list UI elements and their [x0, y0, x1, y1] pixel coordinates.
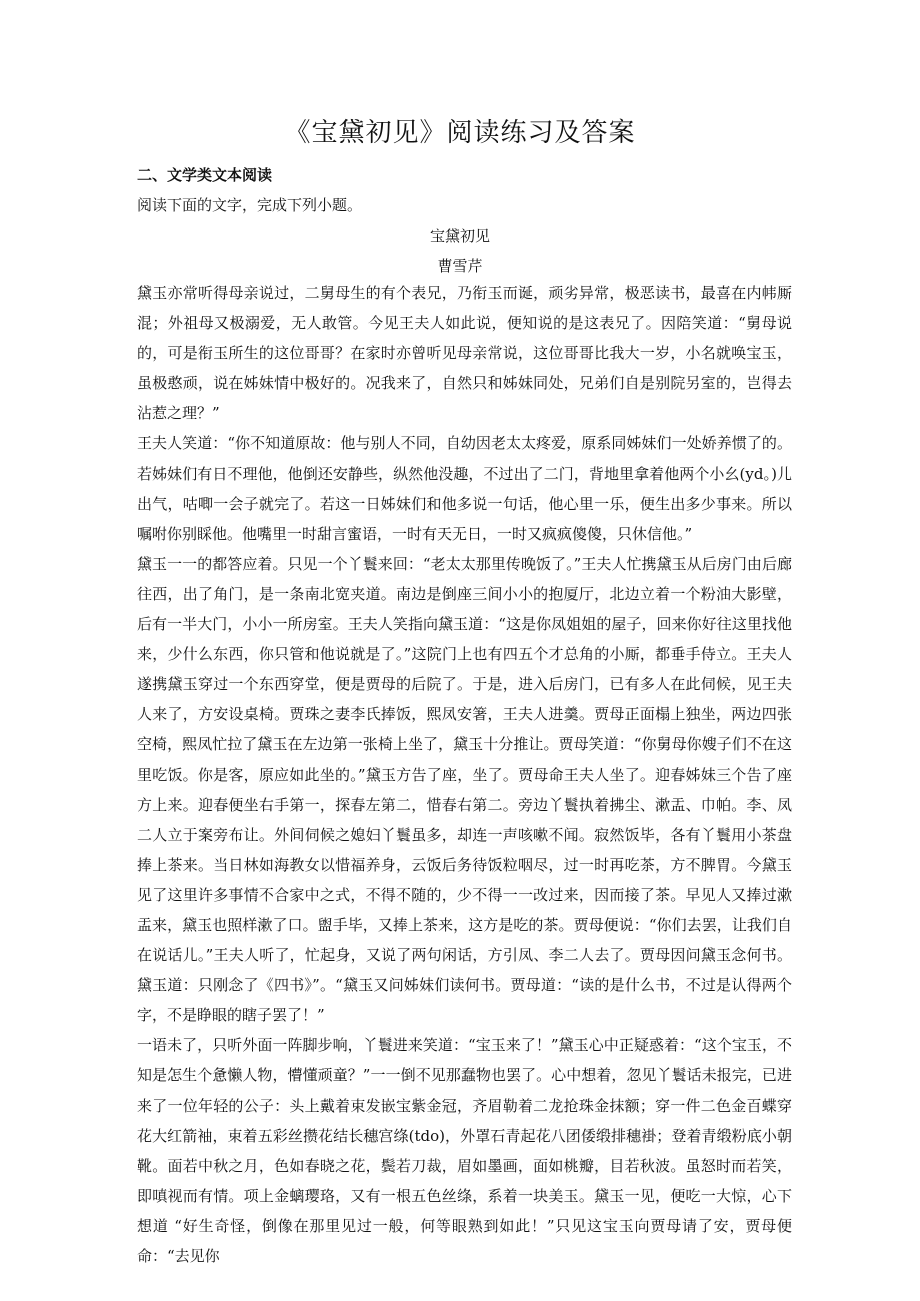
paragraph: 黛玉一一的都答应着。只见一个丫鬟来回：“老太太那里传晚饭了。”王夫人忙携黛玉从后房门由后廊往西，出了角门，是一条南北宽夹道。南边是倒座三间小小的抱厦厅，北边立着一个粉油大影壁，后有一半大门，小小一所房室。王夫人笑指向黛玉道：“这是你凤姐姐的屋子，回来你好往这里找他来，少什么东西，你只管和他说就是了。”这院门上也有四五个才总角的小厮，都垂手侍立。王夫人遂携黛玉穿过一个东西穿堂，便是贾母的后院了。于是，进入后房门，已有多人在此伺候，见王夫人来了，方安设桌椅。贾珠之妻李氏捧饭，熙凤安箸，王夫人进羹。贾母正面榻上独坐，两边四张空椅，熙凤忙拉了黛玉在左边第一张椅上坐了，黛玉十分推让。贾母笑道：“你舅母你嫂子们不在这里吃饭。你是客，原应如此坐的。”黛玉方告了座，坐了。贾母命王夫人坐了。迎春姊妹三个告了座方上来。迎春便坐右手第一，探春左第二，惜春右第二。旁边丫鬟执着拂尘、漱盂、巾帕。李、凤二人立于案旁布让。外间伺候之媳妇丫鬟虽多，却连一声咳嗽不闻。寂然饭毕，各有丫鬟用小茶盘捧上茶来。当日林如海教女以惜福养身，云饭后务待饭粒咽尽，过一时再吃茶，方不脾胃。今黛玉见了这里许多事情不合家中之式，不得不随的，少不得一一改过来，因而接了茶。早见人又捧过漱盂来，黛玉也照样漱了口。盥手毕，又捧上茶来，这方是吃的茶。贾母便说：“你们去罢，让我们自在说话儿。”王夫人听了，忙起身，又说了两句闲话，方引凤、李二人去了。贾母因问黛玉念何书。黛玉道：只刚念了《四书》”。“黛玉又问姊妹们读何书。贾母道：“读的是什么书，不过是认得两个字，不是睁眼的瞎子罢了！”	[137, 554, 792, 1025]
paragraph: 王夫人笑道：“你不知道原故：他与别人不同，自幼因老太太疼爱，原系同姊妹们一处娇养惯了的。若姊妹们有日不理他，他倒还安静些，纵然他没趣，不过出了二门，背地里拿着他两个小幺(yd。)儿出气，咕唧一会子就完了。若这一日姊妹们和他多说一句话，他心里一乐，便生出多少事来。所以嘱咐你别睬他。他嘴里一时甜言蜜语，一时有天无日，一时又疯疯傻傻，只休信他。”	[137, 434, 792, 543]
article-author: 曹雪芹	[437, 257, 483, 275]
article-title: 宝黛初见	[429, 227, 490, 245]
article-body	[137, 278, 792, 1271]
paragraph: 黛玉亦常听得母亲说过，二舅母生的有个表兄，乃衔玉而诞，顽劣异常，极恶读书，最喜在内帏厮混；外祖母又极溺爱，无人敢管。今见王夫人如此说，便知说的是这表兄了。因陪笑道：“舅母说的，可是衔玉所生的这位哥哥？在家时亦曾听见母亲常说，这位哥哥比我大一岁，小名就唤宝玉，虽极憨顽，说在姊妹情中极好的。况我来了，自然只和姊妹同处，兄弟们自是别院另室的，岂得去沾惹之理？”	[137, 284, 792, 423]
paragraph: 一语未了，只听外面一阵脚步响，丫鬟进来笑道：“宝玉来了！”黛玉心中正疑惑着：“这个宝玉，不知是怎生个惫懒人物，懵懂顽童？”一一倒不见那蠢物也罢了。心中想着，忽见丫鬟话未报完，已进来了一位年轻的公子：头上戴着束发嵌宝紫金冠，齐眉勒着二龙抢珠金抹额；穿一件二色金百蝶穿花大红箭袖，束着五彩丝攒花结长穗宫绦(tdo)，外罩石青起花八团倭缎排穗褂；登着青缎粉底小朝靴。面若中秋之月，色如春晓之花，鬓若刀裁，眉如墨画，面如桃瓣，目若秋波。虽怒时而若笑，即嗔视而有情。项上金螭璎珞，又有一根五色丝绦，系着一块美玉。黛玉一见，便吃一大惊，心下想道 “好生奇怪，倒像在那里见过一般，何等眼熟到如此！”只见这宝玉向贾母请了安，贾母便命：“去见你	[137, 1036, 792, 1265]
section-heading: 二、文学类文本阅读	[137, 166, 273, 184]
document-title: 《宝黛初见》阅读练习及答案	[284, 118, 636, 148]
instruction-text: 阅读下面的文字，完成下列小题。	[137, 196, 363, 214]
